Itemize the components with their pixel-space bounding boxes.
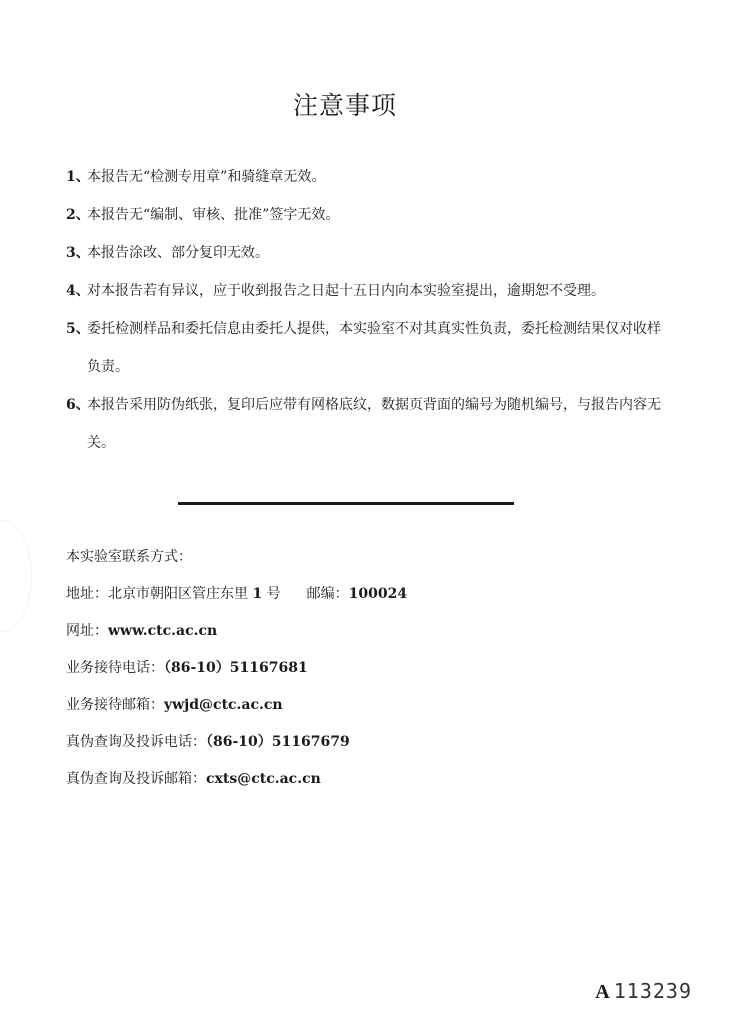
postcode-label: 邮编： (306, 586, 349, 602)
website-link[interactable]: www.ctc.ac.cn (108, 623, 218, 639)
serial-number (595, 979, 692, 1004)
note-item (66, 234, 666, 272)
note-text: 本报告采用防伪纸张，复印后应带有网格底纹，数据页背面的编号为随机编号，与报告内容无关。 (87, 397, 661, 451)
serial-prefix: A (595, 981, 610, 1003)
note-text: 对本报告若有异议，应于收到报告之日起十五日内向本实验室提出，逾期恕不受理。 (87, 283, 605, 299)
note-text: 本报告无“检测专用章”和骑缝章无效。 (87, 169, 326, 185)
address-number: 1 (252, 586, 263, 602)
contact-heading-text: 本实验室联系方式： (66, 549, 192, 565)
note-number: 4、 (66, 283, 90, 299)
email-link[interactable]: ywjd@ctc.ac.cn (164, 697, 283, 713)
email-label: 业务接待邮箱： (66, 697, 164, 713)
note-item (66, 272, 666, 310)
note-number: 2、 (66, 207, 90, 223)
website-label: 网址： (66, 623, 108, 639)
note-item (66, 196, 666, 234)
note-number: 6、 (66, 397, 90, 413)
address-value: 北京市朝阳区管庄东里 (108, 586, 248, 602)
note-number: 3、 (66, 245, 90, 261)
contact-heading (66, 539, 666, 576)
note-number: 1、 (66, 169, 90, 185)
section-divider (178, 502, 514, 505)
notes-list (66, 158, 666, 462)
postcode-value: 100024 (348, 586, 408, 602)
complaint-email-label: 真伪查询及投诉邮箱： (66, 771, 206, 787)
complaint-phone-line (66, 724, 666, 761)
note-text: 本报告涂改、部分复印无效。 (87, 245, 269, 261)
faint-seal-mark (0, 520, 32, 632)
address-label: 地址： (66, 586, 108, 602)
page-title: 注意事项 (292, 91, 397, 120)
note-text: 本报告无“编制、审核、批准”签字无效。 (87, 207, 340, 223)
note-item (66, 386, 666, 462)
phone-line (66, 650, 666, 687)
address-suffix: 号 (266, 586, 281, 602)
phone-label: 业务接待电话： (66, 660, 164, 676)
note-item (66, 310, 666, 386)
complaint-email-link[interactable]: cxts@ctc.ac.cn (206, 771, 321, 787)
note-text: 委托检测样品和委托信息由委托人提供，本实验室不对其真实性负责，委托检测结果仅对收样负责。 (87, 321, 661, 375)
complaint-phone-value: （86-10）51167679 (206, 734, 350, 750)
address-line (66, 576, 666, 613)
note-item (66, 158, 666, 196)
serial-digits: 113239 (613, 979, 692, 1003)
note-number: 5、 (66, 321, 90, 337)
complaint-phone-label: 真伪查询及投诉电话： (66, 734, 206, 750)
contact-section (66, 539, 666, 798)
website-line (66, 613, 666, 650)
phone-value: （86-10）51167681 (164, 660, 308, 676)
complaint-email-line (66, 761, 666, 798)
email-line (66, 687, 666, 724)
